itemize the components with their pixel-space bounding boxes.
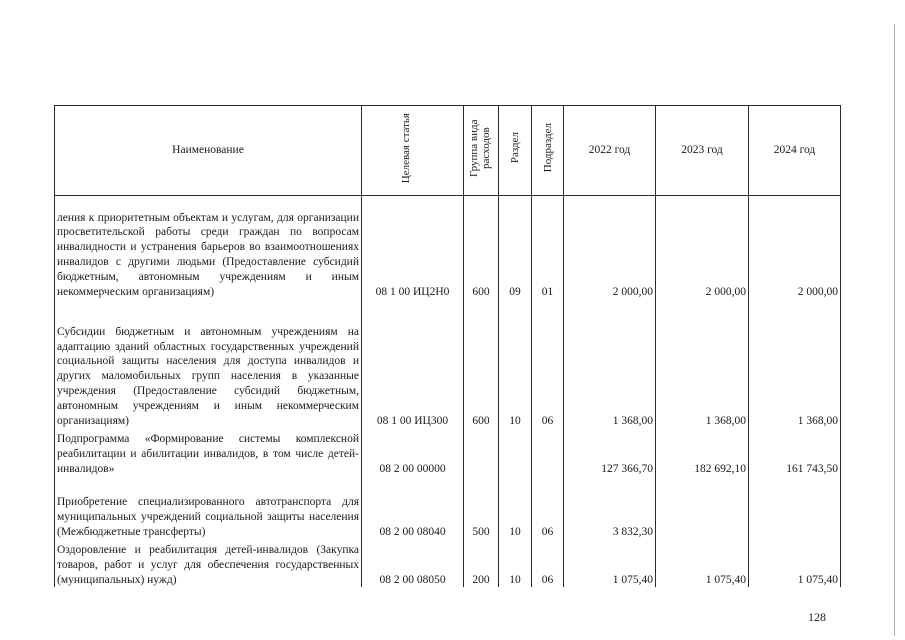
row-2024: 1 368,00	[749, 299, 841, 428]
table-row	[55, 195, 841, 299]
row-name: Подпрограмма «Формирование системы комплексной реабилитации и абилитации инвалидов, в том числе детей-инвалидов»	[55, 428, 362, 476]
row-name: ления к приоритетным объектам и услугам, для организации просветительской работы среди граждан по вопросам инвалидности и устранения барьеров во взаимоотношениях инвалидов с другими людьми (Предоставление субсидий бюджетным, автономным учреждениям и иным некоммерческим организациям)	[55, 195, 362, 299]
row-target: 08 2 00 08040	[362, 476, 464, 539]
table-row	[55, 539, 841, 587]
table-row	[55, 476, 841, 539]
header-2023: 2023 год	[656, 106, 749, 196]
row-subsection	[532, 428, 564, 476]
row-2022: 1 368,00	[564, 299, 656, 428]
table-body	[55, 195, 841, 587]
row-2024: 161 743,50	[749, 428, 841, 476]
row-group: 600	[464, 299, 499, 428]
row-group: 600	[464, 195, 499, 299]
row-name: Оздоровление и реабилитация детей-инвалидов (Закупка товаров, работ и услуг для обеспечения государственных (муниципальных) нужд)	[55, 539, 362, 587]
row-2023: 2 000,00	[656, 195, 749, 299]
row-section: 10	[499, 539, 532, 587]
row-target: 08 2 00 08050	[362, 539, 464, 587]
row-2022: 2 000,00	[564, 195, 656, 299]
row-target: 08 1 00 ИЦ2Н0	[362, 195, 464, 299]
row-2023	[656, 476, 749, 539]
row-subsection: 06	[532, 539, 564, 587]
row-section: 10	[499, 299, 532, 428]
row-2023: 1 075,40	[656, 539, 749, 587]
row-2023: 1 368,00	[656, 299, 749, 428]
row-target: 08 1 00 ИЦ300	[362, 299, 464, 428]
row-section: 09	[499, 195, 532, 299]
row-2024: 2 000,00	[749, 195, 841, 299]
row-name: Приобретение специализированного автотранспорта для муниципальных учреждений социальной защиты населения (Межбюджетные трансферты)	[55, 476, 362, 539]
header-group-text: Группа вида расходов	[468, 119, 492, 177]
row-2024: 1 075,40	[749, 539, 841, 587]
row-target: 08 2 00 00000	[362, 428, 464, 476]
row-section: 10	[499, 476, 532, 539]
row-group: 500	[464, 476, 499, 539]
row-2022: 3 832,30	[564, 476, 656, 539]
row-2023: 182 692,10	[656, 428, 749, 476]
page-number: 128	[808, 610, 826, 624]
header-subsection-text: Подраздел	[541, 123, 554, 173]
row-2022: 127 366,70	[564, 428, 656, 476]
row-group	[464, 428, 499, 476]
row-name: Субсидии бюджетным и автономным учреждениям на адаптацию зданий областных государственных учреждений социальной защиты населения для доступа инвалидов и других маломобильных групп населения в указанные учреждения (Предоставление субсидий бюджетным, автономным учреждениям и иным некоммерческим организациям)	[55, 299, 362, 428]
row-subsection: 06	[532, 476, 564, 539]
row-subsection: 06	[532, 299, 564, 428]
budget-table	[54, 105, 841, 587]
row-subsection: 01	[532, 195, 564, 299]
row-2024	[749, 476, 841, 539]
header-subsection	[532, 106, 564, 196]
header-section-text: Раздел	[509, 132, 521, 164]
table-row	[55, 428, 841, 476]
table-row	[55, 299, 841, 428]
header-2022: 2022 год	[564, 106, 656, 196]
table-header	[55, 106, 841, 196]
header-section	[499, 106, 532, 196]
header-target-text: Целевая статья	[399, 112, 412, 184]
row-group: 200	[464, 539, 499, 587]
row-section	[499, 428, 532, 476]
page-edge-line	[894, 24, 895, 636]
header-group	[464, 106, 499, 196]
header-2024: 2024 год	[749, 106, 841, 196]
header-name: Наименование	[55, 106, 362, 196]
row-2022: 1 075,40	[564, 539, 656, 587]
header-target	[362, 106, 464, 196]
budget-table-container	[54, 105, 840, 597]
